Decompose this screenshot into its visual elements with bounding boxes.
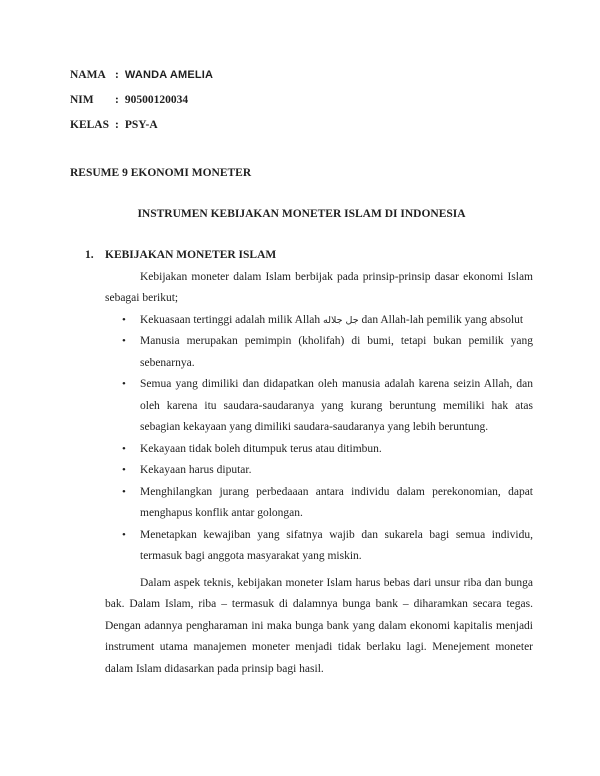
bullet-icon: • — [122, 313, 126, 326]
bullet-text: Manusia merupakan pemimpin (kholifah) di bumi, tetapi bukan pemilik yang sebenarnya. — [140, 335, 533, 369]
arabic-honorific: جل جلاله — [323, 314, 359, 326]
list-item — [122, 374, 533, 439]
bullet-text: Kekayaan tidak boleh ditumpuk terus atau ditimbun. — [140, 442, 382, 455]
bullet-text: Kekayaan harus diputar. — [140, 464, 252, 476]
bullet-icon: • — [122, 442, 126, 455]
section-number: 1. — [85, 249, 94, 261]
intro-paragraph: Kebijakan moneter dalam Islam berbijak pada prinsip-prinsip dasar ekonomi Islam sebagai berikut; — [105, 270, 533, 304]
class-value: PSY-A — [124, 119, 158, 131]
resume-heading: RESUME 9 EKONOMI MONETER — [70, 167, 252, 179]
list-item — [122, 331, 533, 374]
list-item — [122, 310, 533, 332]
class-row — [70, 118, 533, 132]
name-label: NAMA — [70, 69, 106, 81]
name-value: WANDA AMELIA — [124, 69, 214, 81]
bullet-icon: • — [122, 464, 126, 476]
bullet-icon: • — [122, 528, 126, 541]
list-item — [122, 439, 533, 461]
bullet-icon: • — [122, 335, 126, 347]
bullet-icon: • — [122, 485, 126, 498]
student-name-row — [70, 68, 533, 82]
closing-paragraph: Dalam aspek teknis, kebijakan moneter Islam harus bebas dari unsur riba dan bunga bak. Dalam Islam, riba – termasuk di dalamnya bunga bank – diharamkan secara tegas. Dengan adannya pengharaman ini maka bunga bank yang dalam ekonomi kapitalis menjadi instrument utama manajemen moneter menjadi tidak berlaku lagi. Menejement moneter dalam Islam didasarkan pada prinsip bagi hasil. — [105, 576, 533, 675]
nim-label: NIM — [70, 94, 94, 106]
section-heading-text: KEBIJAKAN MONETER ISLAM — [105, 249, 277, 261]
nim-value: 90500120034 — [124, 94, 189, 106]
nim-colon: : — [115, 94, 119, 106]
bullet-text: Menetapkan kewajiban yang sifatnya wajib dan sukarela bagi semua individu, termasuk bagi anggota masyarakat yang miskin. — [140, 528, 533, 562]
list-item — [122, 482, 533, 525]
list-item — [122, 525, 533, 568]
class-label: KELAS — [70, 119, 109, 131]
bullet-text: Kekuasaan tertinggi adalah milik Allah — [140, 313, 323, 326]
bullet-text: Menghilangkan jurang perbedaaan antara individu dalam perekonomian, dapat menghapus konflik antar golongan. — [140, 485, 533, 519]
page-title: INSTRUMEN KEBIJAKAN MONETER ISLAM DI INDONESIA — [137, 208, 466, 220]
bullet-icon: • — [122, 378, 126, 390]
bullet-text: dan Allah-lah pemilik yang absolut — [358, 313, 524, 326]
nim-row — [70, 93, 533, 107]
student-header — [70, 68, 533, 180]
section-kebijakan-moneter-islam — [70, 245, 533, 680]
principles-bullet-list — [122, 310, 533, 568]
section-heading — [70, 245, 533, 267]
bullet-text: Semua yang dimiliki dan didapatkan oleh manusia adalah karena seizin Allah, dan oleh karena itu saudara-saudaranya yang kurang beruntung memiliki hak atas sebagian kekayaan yang dimiliki saudara-saudaranya yang lebih beruntung. — [140, 378, 533, 433]
class-colon: : — [115, 119, 119, 131]
list-item — [122, 460, 533, 482]
name-colon: : — [115, 69, 119, 81]
